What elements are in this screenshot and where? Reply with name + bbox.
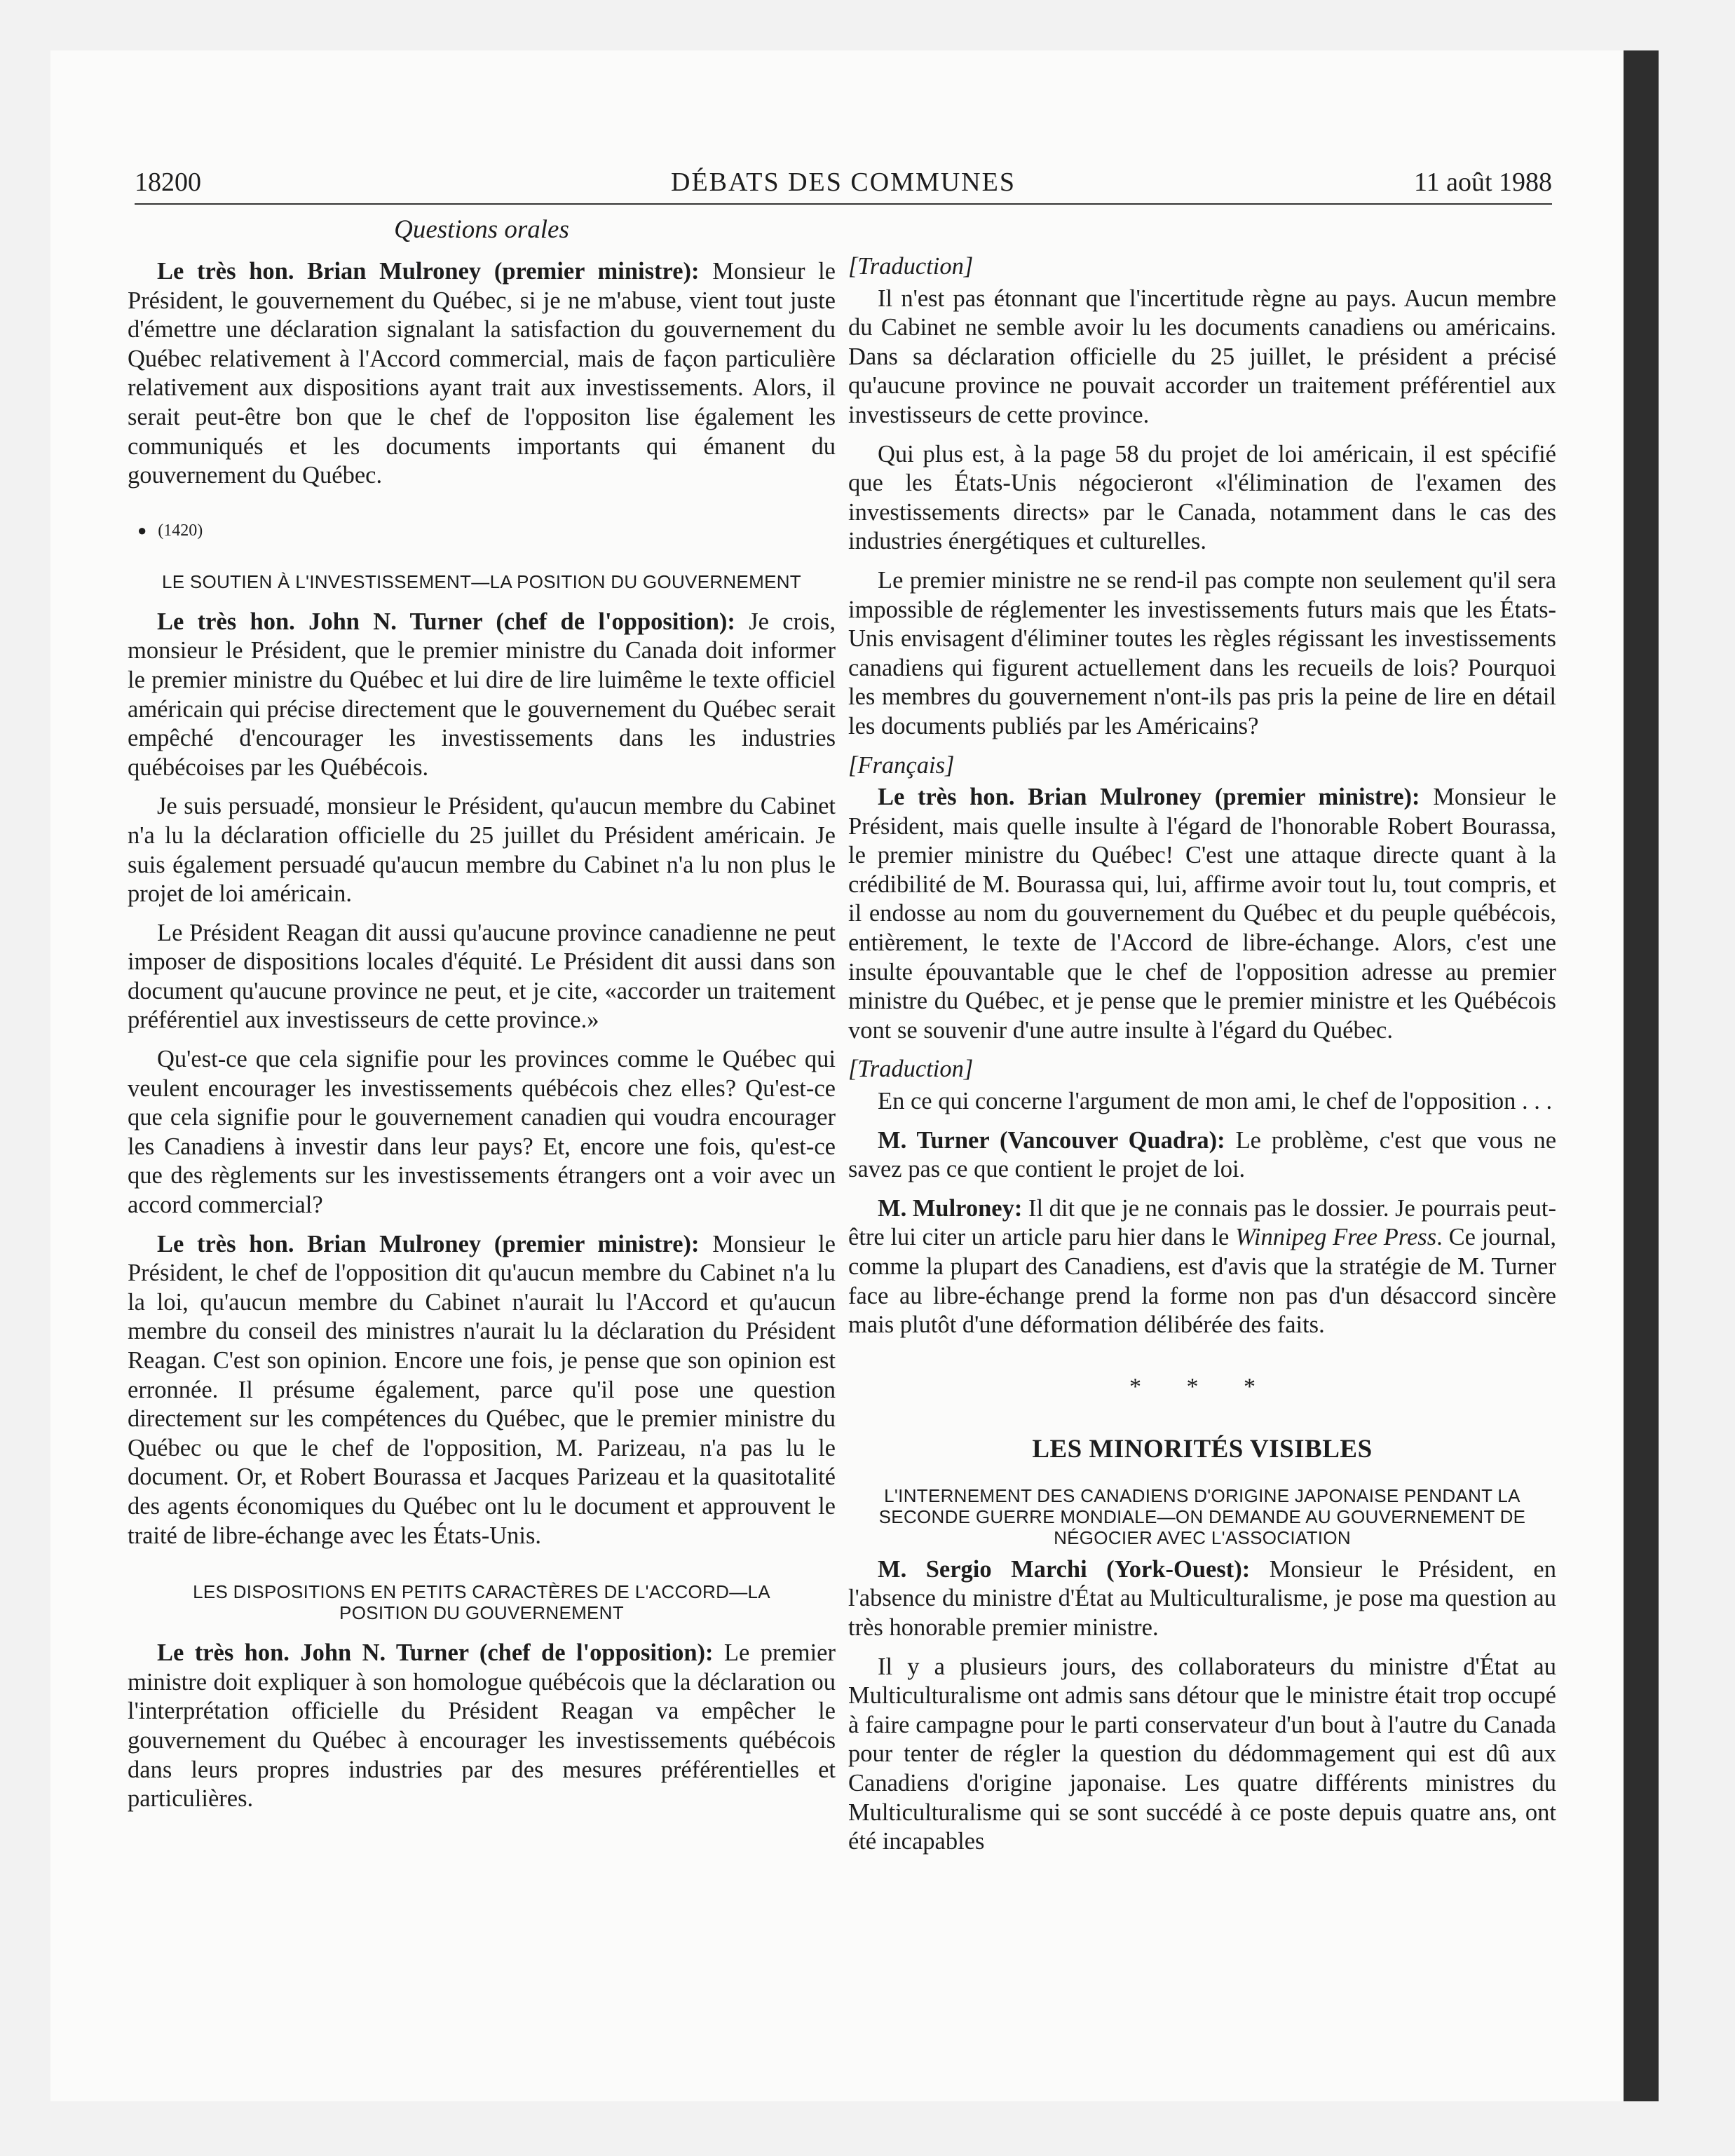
paragraph: [848, 1194, 1556, 1340]
section-title: Questions orales: [394, 215, 569, 244]
speech-text: Le premier ministre doit expliquer à son homologue québécois que la déclaration ou l'interprétation officielle du Président Reagan va empêcher le gouvernement du Québec à encourager les investissements québécois dans leurs propres industries par des mesures préférentielles et particulières.: [128, 1639, 836, 1813]
paragraph: Le Président Reagan dit aussi qu'aucune province canadienne ne peut imposer de dispositions locales d'équité. Le Président dit aussi dans son document qu'aucune province ne peut, et je cite, «accorder un traitement préférentiel aux investisseurs de cette province.»: [128, 919, 836, 1034]
section-heading: LES MINORITÉS VISIBLES: [1032, 1434, 1373, 1464]
speech-text: Il dit que je ne connais pas le dossier. Je pourrais peut-être lui citer un article paru hier dans le: [848, 1194, 1557, 1251]
language-tag: [Traduction]: [848, 253, 974, 280]
speaker: Le très hon. Brian Mulroney (premier ministre):: [878, 784, 1420, 811]
right-column: [848, 252, 1556, 1857]
speaker: M. Sergio Marchi (York-Ouest):: [878, 1555, 1251, 1583]
language-tag: [Traduction]: [848, 1056, 974, 1083]
speaker: Le très hon. Brian Mulroney (premier ministre):: [157, 1230, 700, 1257]
subheading: LE SOUTIEN À L'INVESTISSEMENT—LA POSITION DU GOUVERNEMENT: [161, 571, 801, 592]
speech-text: Le problème, c'est que vous ne savez pas ce que contient le projet de loi.: [848, 1126, 1557, 1183]
subheading: L'INTERNEMENT DES CANADIENS D'ORIGINE JAPONAISE PENDANT LA SECONDE GUERRE MONDIALE—ON DEMANDE AU GOUVERNEMENT DE NÉGOCIER AVEC L'ASSOCIATION: [878, 1485, 1526, 1548]
paragraph: Qui plus est, à la page 58 du projet de loi américain, il est spécifié que les États-Unis négocieront «l'élimination de l'examen des investissements directs» par le Canada, notamment dans le cas des industries énergétiques et culturelles.: [848, 440, 1556, 555]
paragraph: Je suis persuadé, monsieur le Président, qu'aucun membre du Cabinet n'a lu la déclaration officielle du 25 juillet du Président américain. Je suis également persuadé qu'aucun membre du Cabinet n'a lu non plus le projet de loi américain.: [128, 793, 836, 908]
paragraph: Qu'est-ce que cela signifie pour les provinces comme le Québec qui veulent encourager les investissements québécois chez elles? Qu'est-ce que cela signifie pour le gouvernement canadien qui voudra encourager les Canadiens à investir dans leur pays? Et, encore une fois, qu'est-ce que des règlements sur les investissements étrangers ont a voir avec un accord commercial?: [128, 1046, 836, 1219]
speaker: Le très hon. John N. Turner (chef de l'opposition):: [157, 608, 735, 635]
speaker: Le très hon. Brian Mulroney (premier ministre):: [157, 258, 700, 285]
page-number: 18200: [135, 168, 201, 197]
section-separator: * * *: [1129, 1373, 1275, 1400]
publication-title: DÉBATS DES COMMUNES: [671, 168, 1016, 197]
paragraph: [128, 257, 836, 491]
paragraph: Il y a plusieurs jours, des collaborateurs du ministre d'État au Multiculturalisme ont admis sans détour que le ministre était trop occupé à faire campagne pour le parti conservateur d'un bout à l'autre du Canada pour tenter de régler la question du dédommagement qui est dû aux Canadiens d'origine japonaise. Les quatre différents ministres du Multiculturalisme qui se sont succédé à ce poste depuis quatre ans, ont été incapables: [848, 1653, 1556, 1855]
time-text: (1420): [158, 521, 203, 540]
speech-text: . Ce journal, comme la plupart des Canadiens, est d'avis que la stratégie de M. Turner face au libre-échange prend la forme non pas d'un désaccord sincère mais plutôt d'une déformation délibérée des faits.: [848, 1224, 1557, 1339]
speech-text: Monsieur le Président, le gouvernement du Québec, si je ne m'abuse, vient tout juste d'émettre une déclaration signalant la satisfaction du gouvernement du Québec relativement à l'Accord commercial, mais de façon particulière relativement aux dispositions ayant trait aux investissements. Alors, il serait peut-être bon que le chef de l'oppositon lise également les communiqués et les documents importants qui émanent du gouvernement du Québec.: [128, 258, 836, 489]
newspaper-title: Winnipeg Free Press: [1235, 1224, 1437, 1251]
speech-text: Monsieur le Président, en l'absence du ministre d'État au Multiculturalisme, je pose ma question au très honorable premier ministre.: [848, 1555, 1556, 1641]
paragraph: Le premier ministre ne se rend-il pas compte non seulement qu'il sera impossible de réglementer les investissements futurs mais que les États-Unis envisagent d'éliminer toutes les règles régissant les investissements canadiens qui figurent actuellement dans les recueils de lois? Pourquoi les membres du gouvernement n'ont-ils pas pris la peine de lire en détail les documents publiés par les Américains?: [848, 566, 1556, 739]
left-column: [128, 210, 836, 1814]
paragraph: Il n'est pas étonnant que l'incertitude règne au pays. Aucun membre du Cabinet ne semble avoir lu les documents canadiens ou américains. Dans sa déclaration officielle du 25 juillet, le président a précisé qu'aucune province ne pouvait accorder un traitement préférentiel aux investisseurs de cette province.: [848, 285, 1556, 428]
speaker: M. Turner (Vancouver Quadra):: [878, 1126, 1225, 1154]
language-tag: [Français]: [848, 751, 955, 779]
page-date: 11 août 1988: [1413, 168, 1552, 197]
paragraph: [848, 783, 1556, 1045]
bullet-icon: ●: [137, 521, 147, 539]
paragraph: [848, 1555, 1556, 1643]
speech-text: Je crois, monsieur le Président, que le premier ministre du Canada doit informer le premier ministre du Québec et lui dire de lire luimême le texte officiel américain qui précise directement que le gouvernement du Québec serait empêché d'encourager les investissements dans les industries québécoises par les Québécois.: [128, 608, 836, 781]
speaker: Le très hon. John N. Turner (chef de l'opposition):: [157, 1639, 714, 1667]
speech-text: Monsieur le Président, le chef de l'opposition dit qu'aucun membre du Cabinet n'a lu la loi, qu'aucun membre du Cabinet n'aurait lu l'Accord et qu'aucun membre du conseil des ministres n'aurait lu la déclaration du Président Reagan. C'est son opinion. Encore une fois, je pense que son opinion est erronnée. Il présume également, parce qu'il pose une question directement sur les compétences du Québec, que le premier ministre du Québec ou que le chef de l'opposition, M. Parizeau, n'a pas lu le document. Or, et Robert Bourassa et Jacques Parizeau et la quasitotalité des agents économiques du Québec ont lu le document et approuvent le traité de libre-échange avec les États-Unis.: [128, 1230, 836, 1549]
paragraph: [848, 1126, 1556, 1185]
speech-text: Monsieur le Président, mais quelle insulte à l'égard de l'honorable Robert Bourassa, le premier ministre du Québec! C'est une attaque directe quant à la crédibilité de M. Bourassa qui, lui, affirme avoir tout lu, tout compris, et il endosse au nom du gouvernement du Québec et du peuple québécois, entièrement, le texte de l'Accord de libre-échange. Alors, c'est une insulte épouvantable que le chef de l'opposition adresse au premier ministre du Québec, et je pense que le premier ministre et les Québécois vont se souvenir d'une autre insulte à l'égard du Québec.: [848, 784, 1556, 1044]
scan-edge: [1624, 50, 1659, 2101]
page-header: [135, 161, 1552, 205]
paragraph: [128, 1639, 836, 1814]
paragraph: [128, 608, 836, 783]
paragraph: En ce qui concerne l'argument de mon ami, le chef de l'opposition . . .: [878, 1088, 1553, 1115]
time-marker: [137, 521, 836, 540]
paragraph: [128, 1230, 836, 1551]
speaker: M. Mulroney:: [878, 1194, 1023, 1222]
subheading: LES DISPOSITIONS EN PETITS CARACTÈRES DE L'ACCORD—LA POSITION DU GOUVERNEMENT: [193, 1581, 770, 1624]
